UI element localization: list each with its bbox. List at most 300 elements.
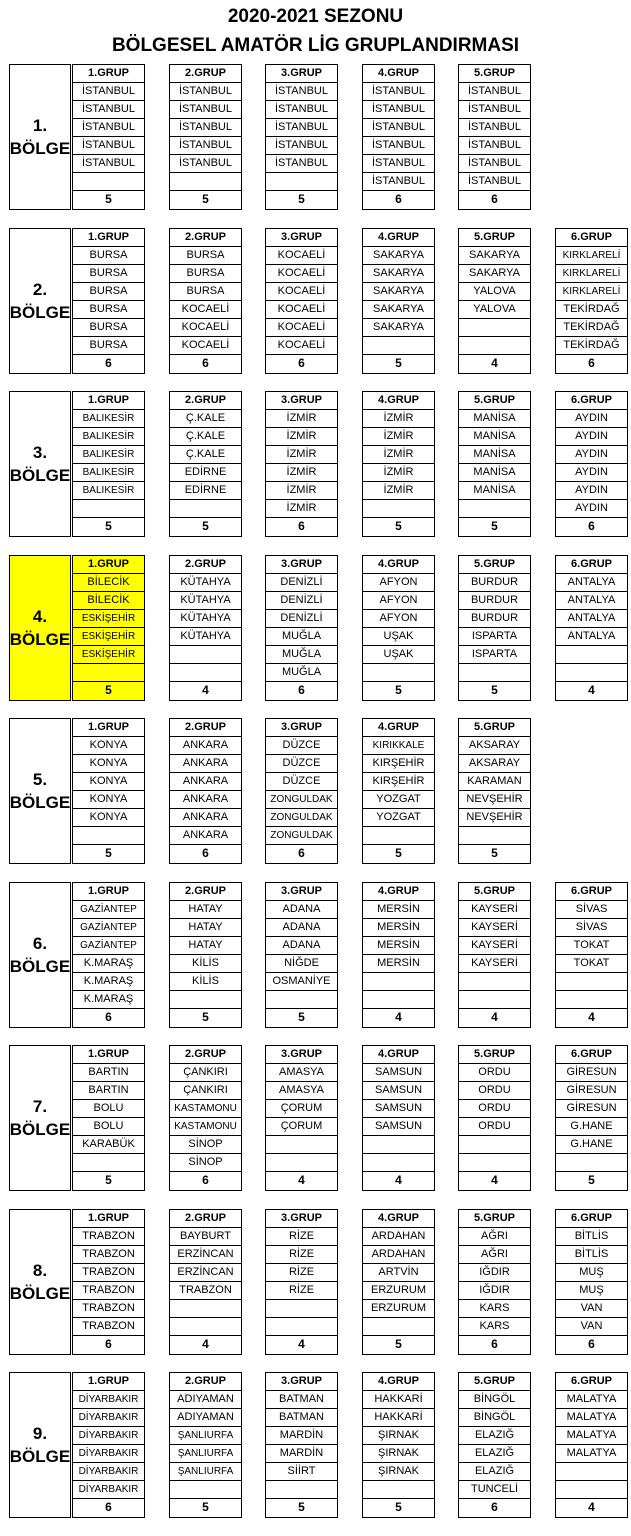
- group-header: 6.GRUP: [556, 392, 627, 410]
- city-cell: İSTANBUL: [459, 173, 530, 191]
- city-cell: ERZURUM: [363, 1282, 434, 1300]
- city-cell: ŞIRNAK: [363, 1463, 434, 1481]
- group-header: 4.GRUP: [363, 65, 434, 83]
- group-table: [555, 1045, 628, 1191]
- city-cell: İSTANBUL: [73, 119, 144, 137]
- city-cell: ERZİNCAN: [170, 1264, 241, 1282]
- group-header: 1.GRUP: [73, 392, 144, 410]
- city-cell: İZMİR: [363, 446, 434, 464]
- city-cell: BATMAN: [266, 1409, 337, 1427]
- city-cell: İSTANBUL: [73, 155, 144, 173]
- group-table: [458, 1372, 531, 1518]
- group-header: 3.GRUP: [266, 1210, 337, 1228]
- city-cell: ESKİŞEHİR: [73, 610, 144, 628]
- city-cell: [73, 827, 144, 845]
- city-cell: ŞANLIURFA: [170, 1427, 241, 1445]
- group-header: 4.GRUP: [363, 1046, 434, 1064]
- city-cell: [556, 1481, 627, 1499]
- city-cell: YOZGAT: [363, 809, 434, 827]
- group-header: 4.GRUP: [363, 229, 434, 247]
- city-cell: MUĞLA: [266, 646, 337, 664]
- city-cell: KAYSERİ: [459, 919, 530, 937]
- city-cell: KOCAELİ: [170, 337, 241, 355]
- city-cell: DENİZLİ: [266, 592, 337, 610]
- region-word: BÖLGE: [9, 1284, 71, 1303]
- group-header: 4.GRUP: [363, 719, 434, 737]
- group-table: [555, 228, 628, 374]
- city-cell: KOCAELİ: [266, 319, 337, 337]
- city-cell: ESKİŞEHİR: [73, 628, 144, 646]
- city-cell: KASTAMONU: [170, 1118, 241, 1136]
- city-cell: TRABZON: [170, 1282, 241, 1300]
- region-number: 5.: [32, 770, 48, 789]
- group-table: [169, 718, 242, 864]
- group-table: [169, 391, 242, 537]
- city-cell: SAKARYA: [363, 283, 434, 301]
- city-cell: UŞAK: [363, 628, 434, 646]
- group-header: 3.GRUP: [266, 556, 337, 574]
- city-cell: [266, 173, 337, 191]
- team-count: 5: [202, 192, 209, 206]
- group-table: [265, 391, 338, 537]
- city-cell: ÇANKIRI: [170, 1064, 241, 1082]
- city-cell: SAKARYA: [363, 247, 434, 265]
- team-count: 6: [202, 356, 209, 370]
- group-table: [458, 228, 531, 374]
- city-cell: İSTANBUL: [459, 83, 530, 101]
- city-cell: KÜTAHYA: [170, 628, 241, 646]
- city-cell: İSTANBUL: [170, 137, 241, 155]
- group-table: [169, 1045, 242, 1191]
- city-cell: TRABZON: [73, 1264, 144, 1282]
- city-cell: BURSA: [73, 337, 144, 355]
- city-cell: MANİSA: [459, 464, 530, 482]
- group-table: [72, 1372, 145, 1518]
- city-cell: MERSİN: [363, 901, 434, 919]
- city-cell: DENİZLİ: [266, 574, 337, 592]
- city-cell: [459, 664, 530, 682]
- region-label: [9, 228, 71, 374]
- city-cell: NİĞDE: [266, 955, 337, 973]
- city-cell: [266, 1481, 337, 1499]
- group-header: 5.GRUP: [459, 1373, 530, 1391]
- region-label: [9, 1372, 71, 1518]
- group-header: 5.GRUP: [459, 719, 530, 737]
- group-header: 5.GRUP: [459, 1210, 530, 1228]
- city-cell: [459, 991, 530, 1009]
- group-header: 4.GRUP: [363, 556, 434, 574]
- city-cell: ANKARA: [170, 773, 241, 791]
- city-cell: AMASYA: [266, 1064, 337, 1082]
- team-count: 4: [588, 683, 595, 697]
- city-cell: BARTIN: [73, 1082, 144, 1100]
- group-table: [362, 718, 435, 864]
- team-count: 6: [298, 683, 305, 697]
- city-cell: NEVŞEHİR: [459, 809, 530, 827]
- city-cell: TEKİRDAĞ: [556, 319, 627, 337]
- group-header: 1.GRUP: [73, 229, 144, 247]
- city-cell: AFYON: [363, 610, 434, 628]
- city-cell: SİVAS: [556, 901, 627, 919]
- city-cell: BOLU: [73, 1100, 144, 1118]
- group-table: [72, 391, 145, 537]
- group-header: 5.GRUP: [459, 392, 530, 410]
- city-cell: ZONGULDAK: [266, 791, 337, 809]
- city-cell: TRABZON: [73, 1246, 144, 1264]
- city-cell: [363, 1136, 434, 1154]
- group-header: 3.GRUP: [266, 65, 337, 83]
- team-count: 4: [588, 1500, 595, 1514]
- city-cell: SAMSUN: [363, 1100, 434, 1118]
- group-header: 1.GRUP: [73, 1046, 144, 1064]
- city-cell: KÜTAHYA: [170, 592, 241, 610]
- region-word: BÖLGE: [9, 303, 71, 322]
- city-cell: BALIKESİR: [73, 446, 144, 464]
- city-cell: [363, 1318, 434, 1336]
- city-cell: KOCAELİ: [266, 283, 337, 301]
- city-cell: İSTANBUL: [170, 83, 241, 101]
- city-cell: TUNCELİ: [459, 1481, 530, 1499]
- group-table: [265, 882, 338, 1028]
- city-cell: KIRKLARELİ: [556, 265, 627, 283]
- team-count: 5: [395, 846, 402, 860]
- group-table: [555, 1209, 628, 1355]
- group-header: 1.GRUP: [73, 883, 144, 901]
- city-cell: ELAZIĞ: [459, 1427, 530, 1445]
- city-cell: BURDUR: [459, 574, 530, 592]
- city-cell: DİYARBAKIR: [73, 1445, 144, 1463]
- city-cell: AĞRI: [459, 1228, 530, 1246]
- city-cell: DÜZCE: [266, 737, 337, 755]
- city-cell: VAN: [556, 1300, 627, 1318]
- region-word: BÖLGE: [9, 957, 71, 976]
- city-cell: DİYARBAKIR: [73, 1463, 144, 1481]
- city-cell: YALOVA: [459, 283, 530, 301]
- city-cell: MALATYA: [556, 1409, 627, 1427]
- city-cell: ANKARA: [170, 755, 241, 773]
- team-count: 6: [588, 519, 595, 533]
- city-cell: İZMİR: [266, 464, 337, 482]
- city-cell: İZMİR: [266, 482, 337, 500]
- city-cell: İSTANBUL: [170, 155, 241, 173]
- group-table: [458, 882, 531, 1028]
- city-cell: ÇORUM: [266, 1118, 337, 1136]
- city-cell: [170, 1481, 241, 1499]
- city-cell: İSTANBUL: [170, 101, 241, 119]
- city-cell: TOKAT: [556, 937, 627, 955]
- team-count: 4: [491, 1010, 498, 1024]
- group-table: [265, 555, 338, 701]
- team-count: 6: [298, 519, 305, 533]
- city-cell: İSTANBUL: [266, 101, 337, 119]
- city-cell: [170, 646, 241, 664]
- team-count: 6: [298, 846, 305, 860]
- city-cell: [363, 991, 434, 1009]
- city-cell: TRABZON: [73, 1300, 144, 1318]
- city-cell: GİRESUN: [556, 1100, 627, 1118]
- city-cell: İSTANBUL: [266, 155, 337, 173]
- group-header: 2.GRUP: [170, 1046, 241, 1064]
- city-cell: [459, 827, 530, 845]
- city-cell: KARABÜK: [73, 1136, 144, 1154]
- city-cell: DİYARBAKIR: [73, 1409, 144, 1427]
- team-count: 6: [395, 192, 402, 206]
- city-cell: [73, 664, 144, 682]
- group-table: [169, 1209, 242, 1355]
- team-count: 5: [395, 683, 402, 697]
- city-cell: MUŞ: [556, 1264, 627, 1282]
- city-cell: İSTANBUL: [73, 137, 144, 155]
- city-cell: ERZİNCAN: [170, 1246, 241, 1264]
- city-cell: İZMİR: [363, 464, 434, 482]
- city-cell: AYDIN: [556, 428, 627, 446]
- city-cell: İSTANBUL: [73, 101, 144, 119]
- city-cell: MANİSA: [459, 428, 530, 446]
- group-header: 3.GRUP: [266, 883, 337, 901]
- group-table: [169, 882, 242, 1028]
- city-cell: HATAY: [170, 937, 241, 955]
- city-cell: BALIKESİR: [73, 464, 144, 482]
- city-cell: [556, 646, 627, 664]
- group-table: [72, 1209, 145, 1355]
- city-cell: İZMİR: [266, 428, 337, 446]
- city-cell: MALATYA: [556, 1445, 627, 1463]
- city-cell: KOCAELİ: [170, 319, 241, 337]
- team-count: 6: [491, 1337, 498, 1351]
- region-word: BÖLGE: [9, 630, 71, 649]
- city-cell: ADANA: [266, 937, 337, 955]
- city-cell: ANKARA: [170, 809, 241, 827]
- city-cell: ESKİŞEHİR: [73, 646, 144, 664]
- city-cell: BİLECİK: [73, 574, 144, 592]
- city-cell: [266, 1318, 337, 1336]
- city-cell: K.MARAŞ: [73, 973, 144, 991]
- city-cell: RİZE: [266, 1282, 337, 1300]
- city-cell: ADIYAMAN: [170, 1409, 241, 1427]
- team-count: 5: [105, 846, 112, 860]
- city-cell: İSTANBUL: [363, 83, 434, 101]
- group-header: 2.GRUP: [170, 1373, 241, 1391]
- group-table: [458, 391, 531, 537]
- city-cell: DİYARBAKIR: [73, 1391, 144, 1409]
- city-cell: KARS: [459, 1318, 530, 1336]
- city-cell: MERSİN: [363, 919, 434, 937]
- city-cell: DENİZLİ: [266, 610, 337, 628]
- city-cell: [363, 1481, 434, 1499]
- city-cell: ŞIRNAK: [363, 1445, 434, 1463]
- group-table: [555, 882, 628, 1028]
- city-cell: SİİRT: [266, 1463, 337, 1481]
- group-header: 2.GRUP: [170, 229, 241, 247]
- city-cell: [363, 973, 434, 991]
- city-cell: BOLU: [73, 1118, 144, 1136]
- city-cell: BALIKESİR: [73, 428, 144, 446]
- city-cell: RİZE: [266, 1228, 337, 1246]
- city-cell: İZMİR: [363, 410, 434, 428]
- city-cell: [170, 1318, 241, 1336]
- city-cell: G.HANE: [556, 1136, 627, 1154]
- city-cell: MARDİN: [266, 1427, 337, 1445]
- city-cell: İSTANBUL: [459, 155, 530, 173]
- city-cell: YOZGAT: [363, 791, 434, 809]
- city-cell: İSTANBUL: [363, 137, 434, 155]
- city-cell: BURSA: [170, 283, 241, 301]
- city-cell: BAYBURT: [170, 1228, 241, 1246]
- group-header: 3.GRUP: [266, 719, 337, 737]
- city-cell: AYDIN: [556, 464, 627, 482]
- group-header: 5.GRUP: [459, 556, 530, 574]
- group-header: 6.GRUP: [556, 1373, 627, 1391]
- team-count: 5: [105, 1173, 112, 1187]
- group-header: 3.GRUP: [266, 1046, 337, 1064]
- city-cell: KOCAELİ: [266, 337, 337, 355]
- city-cell: [363, 500, 434, 518]
- city-cell: [73, 173, 144, 191]
- group-header: 5.GRUP: [459, 229, 530, 247]
- region-word: BÖLGE: [9, 466, 71, 485]
- group-header: 5.GRUP: [459, 883, 530, 901]
- city-cell: RİZE: [266, 1246, 337, 1264]
- group-table: [362, 1209, 435, 1355]
- city-cell: KIRŞEHİR: [363, 755, 434, 773]
- city-cell: ISPARTA: [459, 646, 530, 664]
- city-cell: İSTANBUL: [266, 83, 337, 101]
- city-cell: RİZE: [266, 1264, 337, 1282]
- group-header: 6.GRUP: [556, 1046, 627, 1064]
- city-cell: YALOVA: [459, 301, 530, 319]
- city-cell: [556, 1154, 627, 1172]
- team-count: 5: [588, 1173, 595, 1187]
- city-cell: AKSARAY: [459, 755, 530, 773]
- city-cell: KÜTAHYA: [170, 610, 241, 628]
- city-cell: İZMİR: [266, 410, 337, 428]
- team-count: 5: [491, 846, 498, 860]
- city-cell: BURSA: [170, 247, 241, 265]
- city-cell: K.MARAŞ: [73, 955, 144, 973]
- city-cell: ARTVİN: [363, 1264, 434, 1282]
- city-cell: UŞAK: [363, 646, 434, 664]
- city-cell: ŞIRNAK: [363, 1427, 434, 1445]
- city-cell: ANTALYA: [556, 574, 627, 592]
- team-count: 4: [202, 683, 209, 697]
- city-cell: ARDAHAN: [363, 1246, 434, 1264]
- region-label: [9, 555, 71, 701]
- city-cell: KONYA: [73, 773, 144, 791]
- group-header: 3.GRUP: [266, 1373, 337, 1391]
- city-cell: [170, 173, 241, 191]
- region-word: BÖLGE: [9, 1447, 71, 1466]
- city-cell: TEKİRDAĞ: [556, 337, 627, 355]
- team-count: 5: [491, 683, 498, 697]
- city-cell: SAKARYA: [363, 265, 434, 283]
- group-table: [169, 64, 242, 210]
- group-table: [362, 555, 435, 701]
- group-header: 4.GRUP: [363, 392, 434, 410]
- city-cell: KIRIKKALE: [363, 737, 434, 755]
- city-cell: [459, 1136, 530, 1154]
- region-number: 4.: [32, 607, 48, 626]
- city-cell: OSMANİYE: [266, 973, 337, 991]
- city-cell: [459, 1154, 530, 1172]
- city-cell: KASTAMONU: [170, 1100, 241, 1118]
- city-cell: [266, 1136, 337, 1154]
- region-label: [9, 882, 71, 1028]
- city-cell: [363, 1154, 434, 1172]
- city-cell: GAZİANTEP: [73, 937, 144, 955]
- city-cell: İSTANBUL: [266, 119, 337, 137]
- group-header: 2.GRUP: [170, 719, 241, 737]
- group-header: 6.GRUP: [556, 556, 627, 574]
- city-cell: KONYA: [73, 809, 144, 827]
- city-cell: İSTANBUL: [363, 101, 434, 119]
- city-cell: SAKARYA: [363, 319, 434, 337]
- city-cell: KIRKLARELİ: [556, 283, 627, 301]
- team-count: 4: [491, 1173, 498, 1187]
- page-subtitle: BÖLGESEL AMATÖR LİG GRUPLANDIRMASI: [111, 35, 520, 56]
- city-cell: BİTLİS: [556, 1228, 627, 1246]
- city-cell: SAKARYA: [459, 265, 530, 283]
- city-cell: BİLECİK: [73, 592, 144, 610]
- city-cell: [73, 500, 144, 518]
- team-count: 5: [491, 519, 498, 533]
- city-cell: VAN: [556, 1318, 627, 1336]
- city-cell: [459, 319, 530, 337]
- city-cell: İSTANBUL: [363, 173, 434, 191]
- city-cell: BİTLİS: [556, 1246, 627, 1264]
- city-cell: BURSA: [170, 265, 241, 283]
- team-count: 5: [298, 1010, 305, 1024]
- region-label: [9, 64, 71, 210]
- group-header: 5.GRUP: [459, 1046, 530, 1064]
- city-cell: BURDUR: [459, 610, 530, 628]
- city-cell: EDİRNE: [170, 464, 241, 482]
- city-cell: [556, 973, 627, 991]
- group-header: 1.GRUP: [73, 1373, 144, 1391]
- city-cell: DÜZCE: [266, 773, 337, 791]
- team-count: 6: [588, 356, 595, 370]
- region-number: 8.: [32, 1261, 48, 1280]
- team-count: 5: [298, 1500, 305, 1514]
- region-label: [9, 718, 71, 864]
- group-table: [169, 1372, 242, 1518]
- city-cell: SAKARYA: [459, 247, 530, 265]
- group-table: [72, 228, 145, 374]
- city-cell: KOCAELİ: [266, 247, 337, 265]
- city-cell: MUŞ: [556, 1282, 627, 1300]
- group-table: [265, 64, 338, 210]
- city-cell: ORDU: [459, 1082, 530, 1100]
- city-cell: MUĞLA: [266, 664, 337, 682]
- team-count: 5: [105, 519, 112, 533]
- city-cell: İSTANBUL: [73, 83, 144, 101]
- city-cell: AFYON: [363, 574, 434, 592]
- city-cell: TRABZON: [73, 1282, 144, 1300]
- city-cell: [266, 1154, 337, 1172]
- city-cell: İSTANBUL: [170, 119, 241, 137]
- city-cell: KOCAELİ: [266, 265, 337, 283]
- city-cell: HAKKARİ: [363, 1409, 434, 1427]
- group-table: [169, 228, 242, 374]
- team-count: 6: [105, 1500, 112, 1514]
- group-header: 1.GRUP: [73, 65, 144, 83]
- team-count: 4: [202, 1337, 209, 1351]
- city-cell: ERZURUM: [363, 1300, 434, 1318]
- group-table: [72, 718, 145, 864]
- region-number: 2.: [32, 280, 48, 299]
- region-number: 9.: [32, 1424, 48, 1443]
- city-cell: ARDAHAN: [363, 1228, 434, 1246]
- city-cell: Ç.KALE: [170, 446, 241, 464]
